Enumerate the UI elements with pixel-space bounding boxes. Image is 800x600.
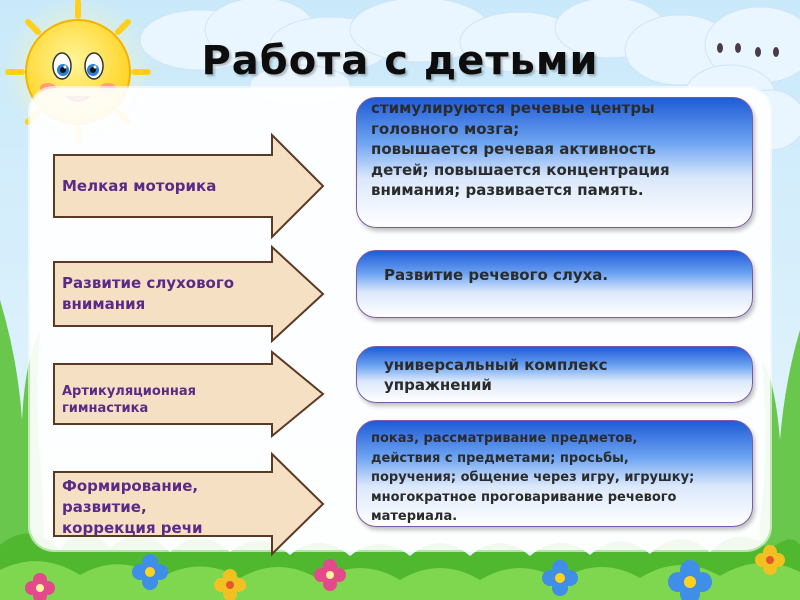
arrow-label: Формирование, развитие, коррекция речи	[62, 476, 203, 537]
page-title: Работа с детьми	[201, 38, 599, 84]
arrow-label: Развитие слухового внимания	[62, 274, 235, 313]
panel-text: показ, рассматривание предметов, действия с предметами; просьбы, поручения; общение через игру, игрушку; многократное проговаривание речевого материала.	[371, 431, 695, 524]
panel-text: Развитие речевого слуха.	[384, 266, 609, 284]
label-arrow-articulation	[52, 350, 326, 438]
description-panel-fine-motor	[356, 97, 753, 228]
arrow-label: Артикуляционная гимнастика	[62, 384, 196, 416]
label-arrow-auditory-attention	[52, 245, 326, 343]
arrow-label: Мелкая моторика	[62, 176, 217, 195]
description-panel-auditory-attention	[356, 250, 753, 318]
label-arrow-fine-motor	[52, 133, 326, 240]
label-arrow-speech-formation	[52, 452, 326, 557]
panel-text: стимулируются речевые центры головного мозга; повышается речевая активность детей; повышается концентрация внимания; развивается память.	[371, 99, 670, 199]
description-panel-speech-formation	[356, 420, 753, 527]
panel-text: универсальный комплекс упражнений	[384, 356, 608, 394]
description-panel-articulation	[356, 346, 753, 403]
